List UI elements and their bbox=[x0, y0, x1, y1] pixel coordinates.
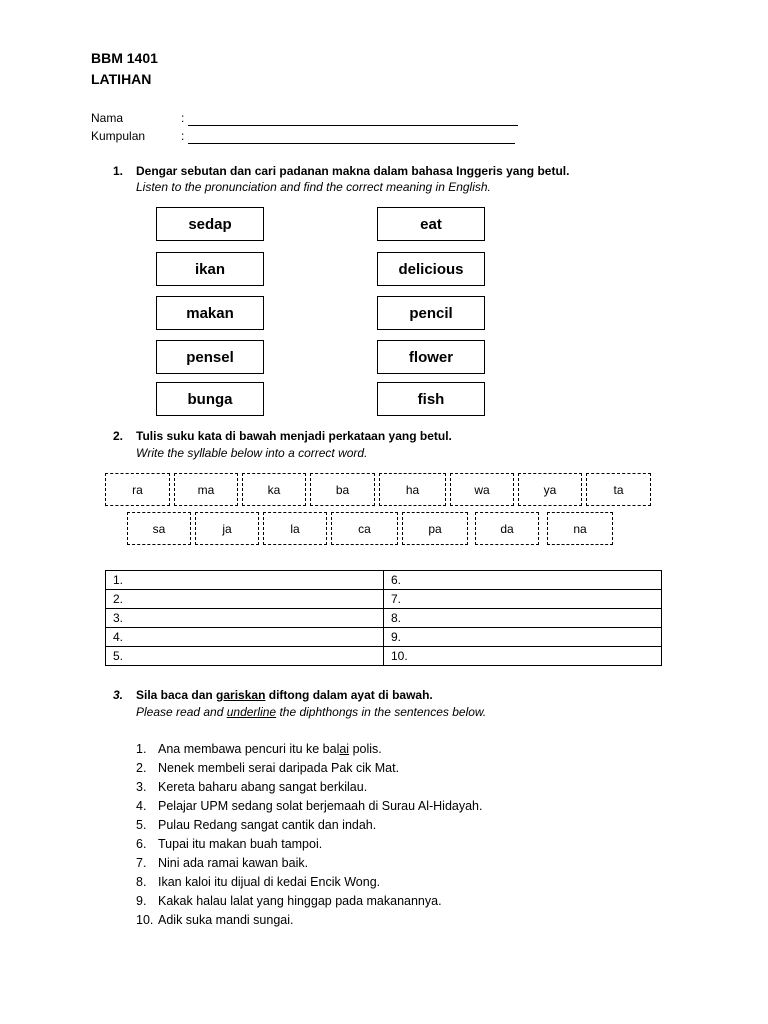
answer-cell[interactable]: 2. bbox=[106, 590, 384, 609]
malay-word-box[interactable]: bunga bbox=[156, 382, 264, 416]
table-row bbox=[106, 609, 662, 628]
table-row bbox=[106, 590, 662, 609]
table-row bbox=[106, 647, 662, 666]
syllable-box[interactable]: pa bbox=[402, 512, 468, 545]
malay-word-box[interactable]: pensel bbox=[156, 340, 264, 374]
syllable-box[interactable]: ka bbox=[242, 473, 306, 506]
syllable-box[interactable]: la bbox=[263, 512, 327, 545]
q2-number: 2. bbox=[113, 429, 124, 443]
q3-text-b: diftong dalam ayat di bawah. bbox=[265, 688, 433, 702]
sentence-number: 4. bbox=[136, 799, 147, 813]
q3-sub-underlined: underline bbox=[226, 705, 277, 719]
english-word-box[interactable]: fish bbox=[377, 382, 485, 416]
sentence-text: Ikan kaloi itu dijual di kedai Encik Wong. bbox=[158, 875, 381, 889]
sentence-underline: ai bbox=[339, 742, 350, 756]
list-item bbox=[136, 911, 482, 930]
q1-number: 1. bbox=[113, 164, 124, 178]
sentence-text: Pulau Redang sangat cantik dan indah. bbox=[158, 818, 377, 832]
sentence-text: Tupai itu makan buah tampoi. bbox=[158, 837, 323, 851]
sentence-number: 1. bbox=[136, 742, 147, 756]
sentence-number: 6. bbox=[136, 837, 147, 851]
answer-cell[interactable]: 6. bbox=[384, 571, 662, 590]
q1-instruction-en: Listen to the pronunciation and find the correct meaning in English. bbox=[136, 180, 491, 194]
answer-cell[interactable]: 8. bbox=[384, 609, 662, 628]
sentence-text: Nenek membeli serai daripada Pak cik Mat. bbox=[158, 761, 400, 775]
name-colon: : bbox=[181, 111, 185, 125]
sentence-number: 9. bbox=[136, 894, 147, 908]
sentence-number: 10. bbox=[136, 913, 154, 927]
malay-word-box[interactable]: ikan bbox=[156, 252, 264, 286]
name-label: Nama bbox=[91, 111, 124, 125]
english-word-box[interactable]: delicious bbox=[377, 252, 485, 286]
syllable-box[interactable]: ca bbox=[331, 512, 398, 545]
syllable-box[interactable]: ja bbox=[195, 512, 259, 545]
syllable-box[interactable]: ma bbox=[174, 473, 238, 506]
answer-cell[interactable]: 1. bbox=[106, 571, 384, 590]
sentence-number: 7. bbox=[136, 856, 147, 870]
list-item bbox=[136, 759, 482, 778]
sentence-text: Pelajar UPM sedang solat berjemaah di Surau Al-Hidayah. bbox=[158, 799, 483, 813]
table-row bbox=[106, 571, 662, 590]
answer-cell[interactable]: 10. bbox=[384, 647, 662, 666]
malay-word-box[interactable]: makan bbox=[156, 296, 264, 330]
answer-cell[interactable]: 4. bbox=[106, 628, 384, 647]
sentence-number: 8. bbox=[136, 875, 147, 889]
answer-cell[interactable]: 3. bbox=[106, 609, 384, 628]
syllable-box[interactable]: sa bbox=[127, 512, 191, 545]
sentence-number: 5. bbox=[136, 818, 147, 832]
q3-sub-b: the diphthongs in the sentences below. bbox=[276, 705, 487, 719]
group-colon: : bbox=[181, 129, 185, 143]
syllable-box[interactable]: da bbox=[475, 512, 539, 545]
course-code: BBM 1401 bbox=[91, 50, 158, 66]
group-label: Kumpulan bbox=[91, 129, 146, 143]
q3-text-a: Sila baca dan bbox=[136, 688, 217, 702]
sentence-list bbox=[136, 740, 482, 930]
answer-table bbox=[105, 570, 662, 666]
sentence-text: Kakak halau lalat yang hinggap pada makanannya. bbox=[158, 894, 442, 908]
table-row bbox=[106, 628, 662, 647]
q2-instruction-en: Write the syllable below into a correct word. bbox=[136, 446, 368, 460]
q2-instruction: Tulis suku kata di bawah menjadi perkataan yang betul. bbox=[136, 429, 452, 443]
sentence-number: 3. bbox=[136, 780, 147, 794]
list-item bbox=[136, 778, 482, 797]
syllable-box[interactable]: na bbox=[547, 512, 613, 545]
sentence-text: Ana membawa pencuri itu ke bal bbox=[158, 742, 340, 756]
list-item bbox=[136, 816, 482, 835]
syllable-box[interactable]: ba bbox=[310, 473, 375, 506]
page-title: LATIHAN bbox=[91, 71, 152, 87]
english-word-box[interactable]: flower bbox=[377, 340, 485, 374]
syllable-box[interactable]: ha bbox=[379, 473, 446, 506]
sentence-text: Adik suka mandi sungai. bbox=[158, 913, 294, 927]
sentence-text: Nini ada ramai kawan baik. bbox=[158, 856, 309, 870]
q3-number: 3. bbox=[113, 688, 124, 702]
list-item bbox=[136, 854, 482, 873]
name-field[interactable] bbox=[188, 125, 518, 126]
malay-word-box[interactable]: sedap bbox=[156, 207, 264, 241]
answer-cell[interactable]: 5. bbox=[106, 647, 384, 666]
answer-cell[interactable]: 7. bbox=[384, 590, 662, 609]
q3-instruction bbox=[136, 688, 433, 702]
list-item bbox=[136, 873, 482, 892]
english-word-box[interactable]: pencil bbox=[377, 296, 485, 330]
q1-instruction: Dengar sebutan dan cari padanan makna dalam bahasa Inggeris yang betul. bbox=[136, 164, 570, 178]
syllable-box[interactable]: ta bbox=[586, 473, 651, 506]
q3-sub-a: Please read and bbox=[136, 705, 227, 719]
sentence-text: Kereta baharu abang sangat berkilau. bbox=[158, 780, 368, 794]
list-item bbox=[136, 892, 482, 911]
list-item bbox=[136, 797, 482, 816]
syllable-box[interactable]: ra bbox=[105, 473, 170, 506]
syllable-box[interactable]: ya bbox=[518, 473, 582, 506]
syllable-box[interactable]: wa bbox=[450, 473, 514, 506]
answer-cell[interactable]: 9. bbox=[384, 628, 662, 647]
list-item bbox=[136, 835, 482, 854]
english-word-box[interactable]: eat bbox=[377, 207, 485, 241]
sentence-number: 2. bbox=[136, 761, 147, 775]
group-field[interactable] bbox=[188, 143, 515, 144]
sentence-text-end: polis. bbox=[349, 742, 382, 756]
q3-text-underlined: gariskan bbox=[216, 688, 266, 702]
q3-instruction-en bbox=[136, 705, 486, 719]
list-item bbox=[136, 740, 482, 759]
